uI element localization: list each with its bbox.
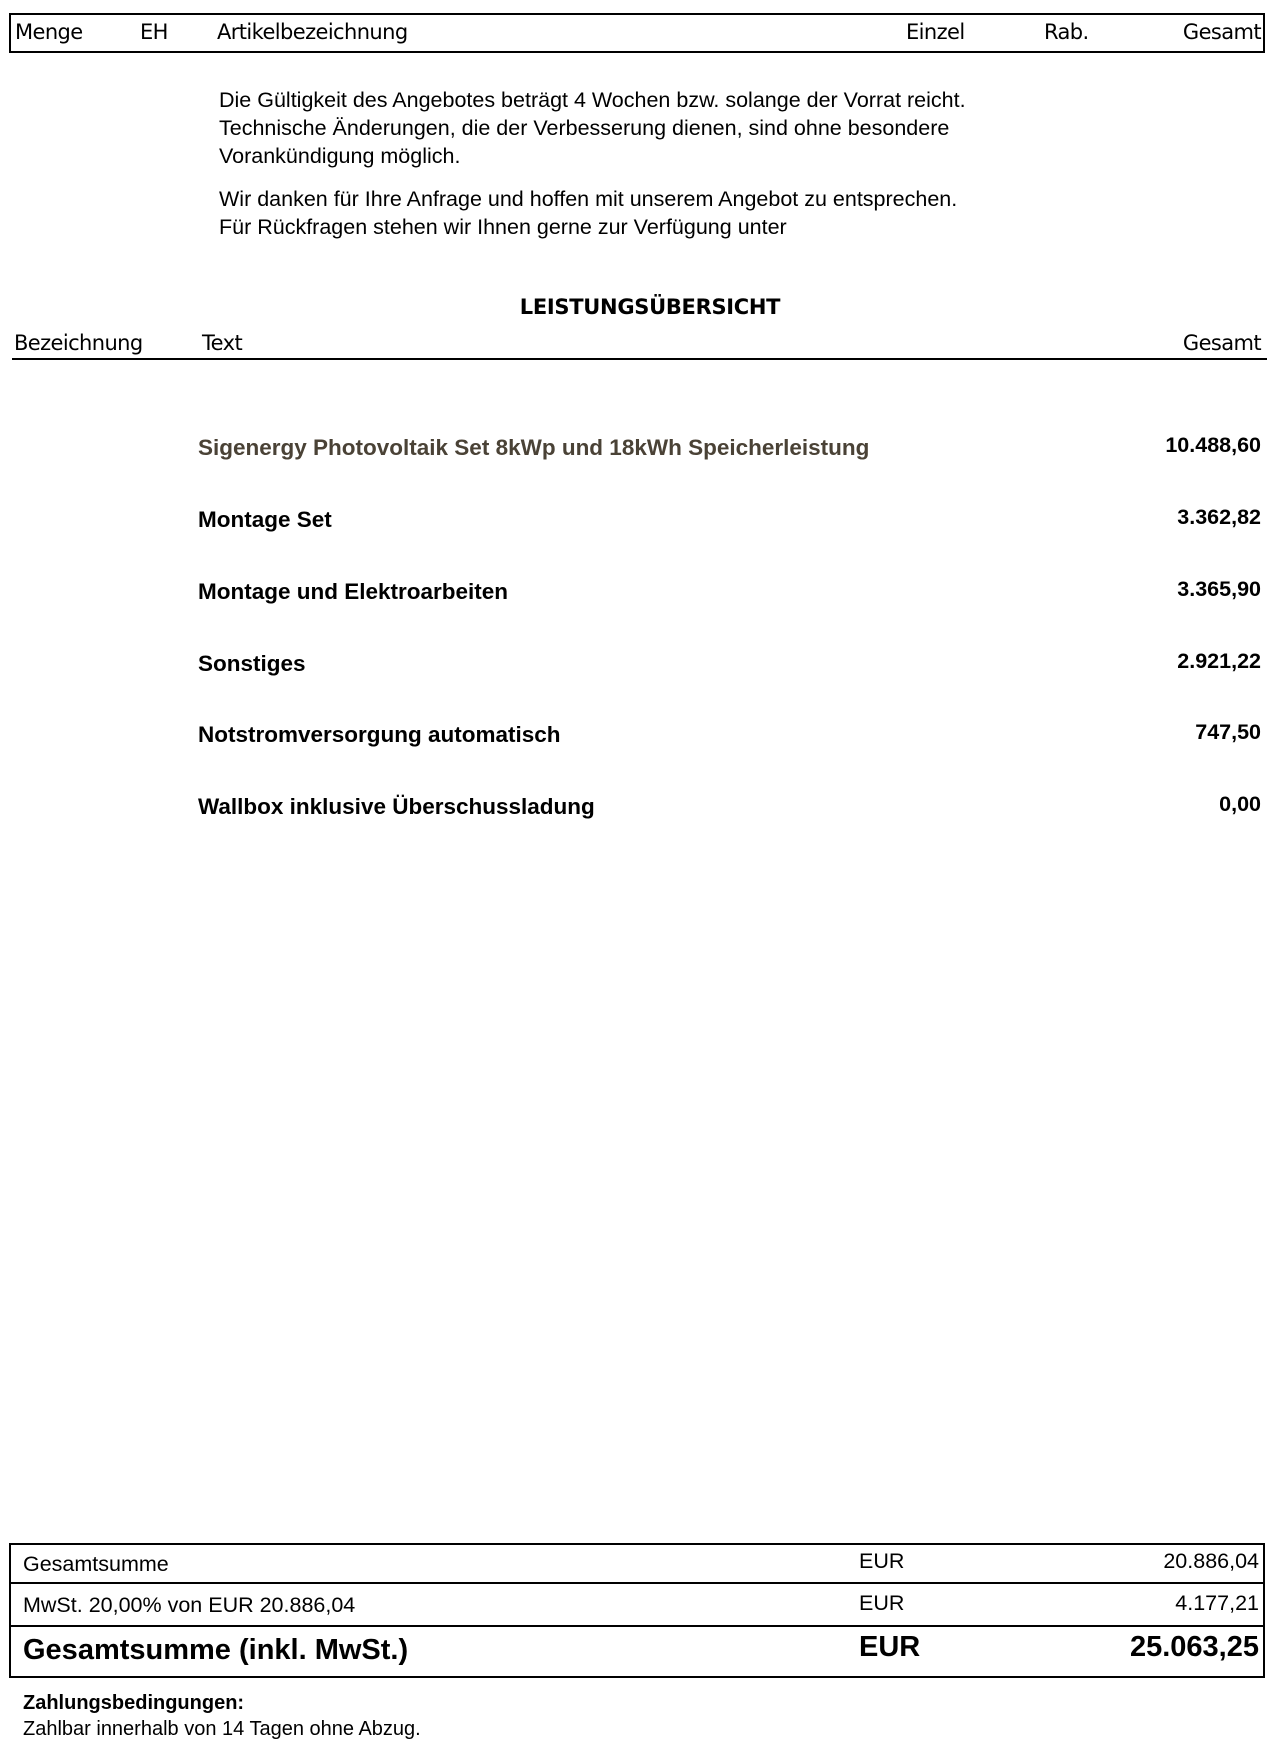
col-rab: Rab. xyxy=(1044,20,1089,44)
item-amount: 747,50 xyxy=(1195,720,1261,744)
item-amount: 3.365,90 xyxy=(1177,577,1261,601)
item-text: Montage Set xyxy=(198,507,332,532)
col-eh: EH xyxy=(140,20,168,44)
item-text: Sonstiges xyxy=(198,651,306,676)
item-text: Wallbox inklusive Überschussladung xyxy=(198,794,595,819)
item-amount: 0,00 xyxy=(1219,792,1261,816)
item-text: Montage und Elektroarbeiten xyxy=(198,579,509,604)
overview-title: LEISTUNGSÜBERSICHT xyxy=(519,295,781,319)
subtotal-currency: EUR xyxy=(859,1549,905,1573)
header-rule xyxy=(12,358,1267,360)
subtotal-label: Gesamtsumme xyxy=(23,1552,169,1576)
col-text: Text xyxy=(202,331,243,355)
thanks-line: Wir danken für Ihre Anfrage und hoffen mit unserem Angebot zu entsprechen. xyxy=(219,187,958,211)
vat-label: MwSt. 20,00% von EUR 20.886,04 xyxy=(23,1593,356,1617)
col-artikel: Artikelbezeichnung xyxy=(217,20,408,44)
grand-total-currency: EUR xyxy=(859,1631,921,1663)
grand-total-value: 25.063,25 xyxy=(1129,1631,1259,1663)
item-amount: 3.362,82 xyxy=(1177,505,1261,529)
col-einzel: Einzel xyxy=(906,20,965,44)
validity-line: Die Gültigkeit des Angebotes beträgt 4 Wochen bzw. solange der Vorrat reicht. xyxy=(219,88,966,112)
col-gesamt: Gesamt xyxy=(1182,20,1261,44)
col-gesamt: Gesamt xyxy=(1182,331,1261,355)
vat-value: 4.177,21 xyxy=(1175,1591,1259,1615)
payment-text: Zahlbar innerhalb von 14 Tagen ohne Abzug. xyxy=(23,1718,421,1740)
item-amount: 10.488,60 xyxy=(1165,433,1261,457)
col-menge: Menge xyxy=(15,20,83,44)
totals-divider xyxy=(9,1625,1265,1627)
payment-title: Zahlungsbedingungen: xyxy=(23,1692,245,1714)
vat-currency: EUR xyxy=(859,1591,905,1615)
item-text: Notstromversorgung automatisch xyxy=(198,722,561,747)
validity-line: Vorankündigung möglich. xyxy=(219,144,461,168)
item-amount: 2.921,22 xyxy=(1177,649,1261,673)
grand-total-label: Gesamtsumme (inkl. MwSt.) xyxy=(23,1634,409,1666)
totals-divider xyxy=(9,1582,1265,1584)
col-bezeichnung: Bezeichnung xyxy=(14,331,143,355)
validity-line: Technische Änderungen, die der Verbesserung dienen, sind ohne besondere xyxy=(219,116,950,140)
thanks-line: Für Rückfragen stehen wir Ihnen gerne zur Verfügung unter xyxy=(219,215,787,239)
item-text: Sigenergy Photovoltaik Set 8kWp und 18kWh Speicherleistung xyxy=(198,435,870,460)
subtotal-value: 20.886,04 xyxy=(1163,1549,1259,1573)
